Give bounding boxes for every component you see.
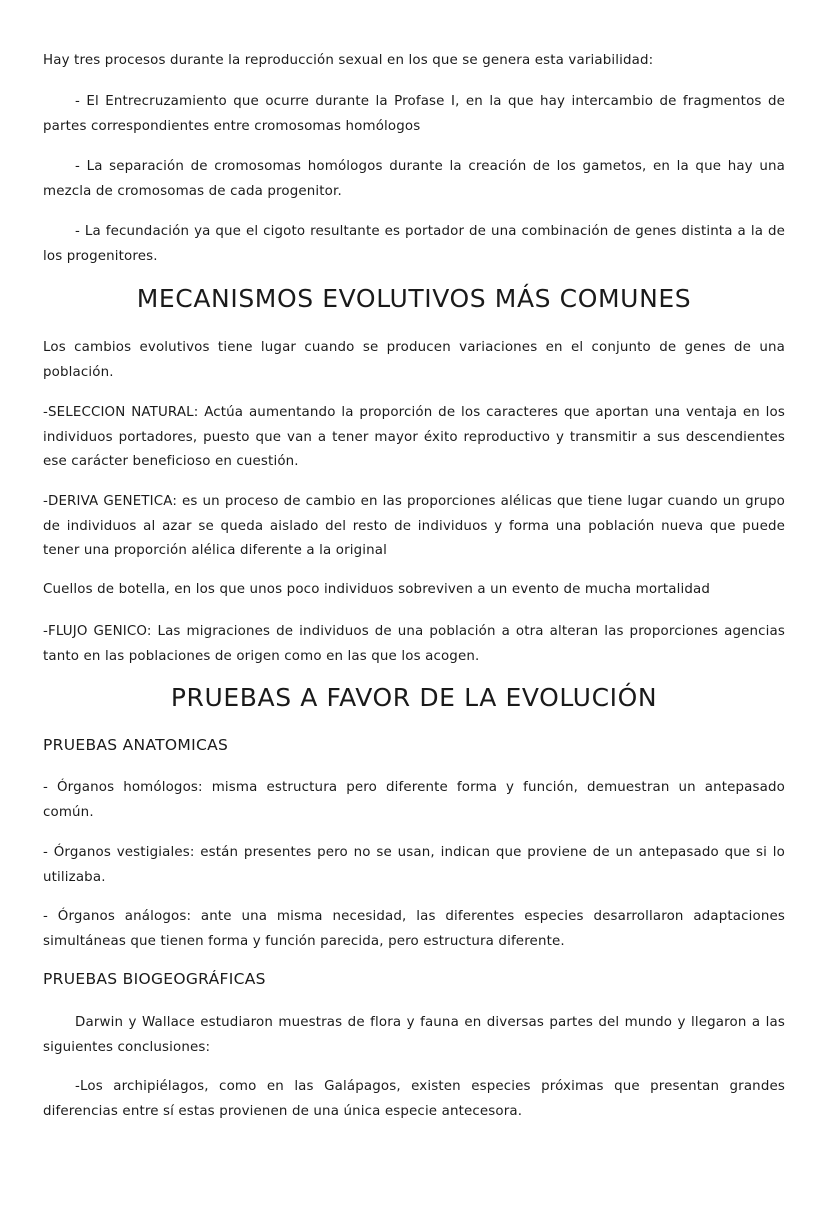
organos-homologos-paragraph: - Órganos homólogos: misma estructura pero diferente forma y función, demuestran un antepasado común. — [43, 780, 785, 820]
list-item: - La fecundación ya que el cigoto resultante es portador de una combinación de genes distinta a la de los progenitores. — [43, 224, 785, 264]
mecanismos-intro: Los cambios evolutivos tiene lugar cuando se producen variaciones en el conjunto de genes de una población. — [43, 340, 785, 380]
organos-analogos-paragraph: - Órganos análogos: ante una misma necesidad, las diferentes especies desarrollaron adaptaciones simultáneas que tienen forma y función parecida, pero estructura diferente. — [43, 909, 785, 949]
section-title-mecanismos: MECANISMOS EVOLUTIVOS MÁS COMUNES — [136, 284, 692, 313]
list-item: - El Entrecruzamiento que ocurre durante la Profase I, en la que hay intercambio de fragmentos de partes correspondientes entre cromosomas homólogos — [43, 94, 785, 134]
intro-paragraph: Hay tres procesos durante la reproducción sexual en los que se genera esta variabilidad: — [43, 53, 654, 68]
darwin-wallace-paragraph: Darwin y Wallace estudiaron muestras de flora y fauna en diversas partes del mundo y llegaron a las siguientes conclusiones: — [43, 1015, 785, 1055]
archipielagos-paragraph: -Los archipiélagos, como en las Galápagos, existen especies próximas que presentan grandes diferencias entre sí estas provienen de una única especie antecesora. — [43, 1079, 785, 1119]
cuellos-botella-paragraph: Cuellos de botella, en los que unos poco individuos sobreviven a un evento de mucha mortalidad — [43, 582, 711, 597]
section-title-pruebas: PRUEBAS A FAVOR DE LA EVOLUCIÓN — [170, 683, 658, 712]
subheading-anatomicas: PRUEBAS ANATOMICAS — [43, 736, 229, 754]
subheading-biogeograficas: PRUEBAS BIOGEOGRÁFICAS — [43, 970, 266, 988]
list-item: - La separación de cromosomas homólogos durante la creación de los gametos, en la que hay una mezcla de cromosomas de cada progenitor. — [43, 159, 785, 199]
deriva-genetica-paragraph: -DERIVA GENETICA: es un proceso de cambio en las proporciones alélicas que tiene lugar cuando un grupo de individuos al azar se queda aislado del resto de individuos y forma una población nueva que puede tener una proporción alélica diferente a la original — [43, 494, 785, 558]
organos-vestigiales-paragraph: - Órganos vestigiales: están presentes pero no se usan, indican que proviene de un antepasado que si lo utilizaba. — [43, 845, 785, 885]
seleccion-natural-paragraph: -SELECCION NATURAL: Actúa aumentando la proporción de los caracteres que aportan una ventaja en los individuos portadores, puesto que van a tener mayor éxito reproductivo y transmitir a sus descendientes ese carácter beneficioso en cuestión. — [43, 405, 785, 469]
flujo-genico-paragraph: -FLUJO GENICO: Las migraciones de individuos de una población a otra alteran las proporciones agencias tanto en las poblaciones de origen como en las que los acogen. — [43, 624, 785, 664]
